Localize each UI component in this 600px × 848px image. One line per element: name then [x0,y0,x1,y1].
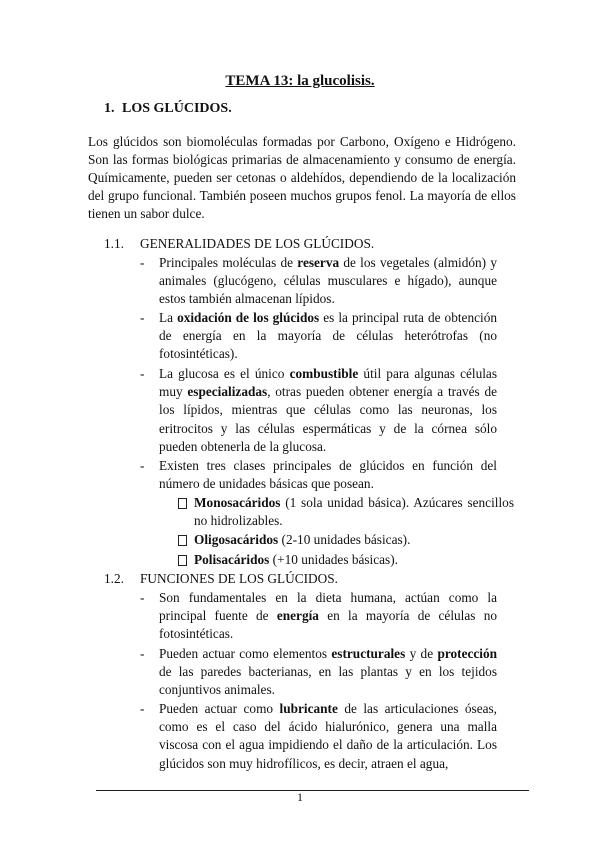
bullet-text: La oxidación de los glúcidos es la principal ruta de obtención de energía en la mayoría de células heterótrofas (no fotosintéticas). [159,310,497,362]
section-heading-1 [104,101,232,117]
section-heading-text: LOS GLÚCIDOS. [122,101,232,116]
bullet-text: Principales moléculas de reserva de los vegetales (almidón) y animales (glucógeno, células musculares e hígado), aunque estos también almacenan lípidos. [159,255,497,307]
sub-item-text: Oligosacáridos (2-10 unidades básicas). [194,532,411,547]
bullet-dash: - [140,701,145,716]
subsection-number: 1.1. [104,236,124,251]
checkbox-bullet-icon [178,498,187,509]
bullet-dash: - [140,646,145,661]
bullet-text: Son fundamentales en la dieta humana, actúan como la principal fuente de energía en la mayoría de células no fotosintéticas. [159,590,498,642]
bullet-text: La glucosa es el único combustible útil para algunas células muy especializadas, otras pueden obtener energía a través de los lípidos, mientras que células como las neuronas, los eritrocitos y las células espermáticas y de la córnea sólo pueden obtenerla de la glucosa. [159,366,498,454]
checkbox-bullet-icon [178,555,187,566]
page-title: TEMA 13: la glucolisis. [225,73,375,89]
checkbox-bullet-icon [178,535,187,546]
subsection-heading-text: GENERALIDADES DE LOS GLÚCIDOS. [140,236,375,251]
page-number: 1 [297,790,303,804]
subsection-heading-text: FUNCIONES DE LOS GLÚCIDOS. [140,571,338,586]
bullet-text: Pueden actuar como elementos estructurales y de protección de las paredes bacterianas, en las plantas y en los tejidos conjuntivos animales. [159,646,498,698]
bullet-dash: - [140,310,145,325]
subsection-number: 1.2. [104,571,124,586]
bullet-dash: - [140,590,145,605]
intro-paragraph: Los glúcidos son biomoléculas formadas por Carbono, Oxígeno e Hidrógeno. Son las formas biológicas primarias de almacenamiento y consumo de energía. Químicamente, pueden ser cetonas o aldehídos, dependiendo de la localización del grupo funcional. También poseen muchos grupos fenol. La mayoría de ellos tienen un sabor dulce. [88,134,516,221]
sub-item-text: Monosacáridos (1 sola unidad básica). Azúcares sencillos no hidrolizables. [194,495,514,529]
section-number: 1. [104,101,115,116]
bullet-dash: - [140,458,145,473]
bullet-text: Pueden actuar como lubricante de las articulaciones óseas, como es el caso del ácido hialurónico, genera una malla viscosa con el agua impidiendo el daño de la articulación. Los glúcidos son muy hidrofílicos, es decir, atraen el agua, [159,701,497,771]
sub-item-text: Polisacáridos (+10 unidades básicas). [194,552,398,567]
bullet-dash: - [140,366,145,381]
bullet-text: Existen tres clases principales de glúcidos en función del número de unidades básicas que posean. [159,458,497,492]
bullet-dash: - [140,255,145,270]
